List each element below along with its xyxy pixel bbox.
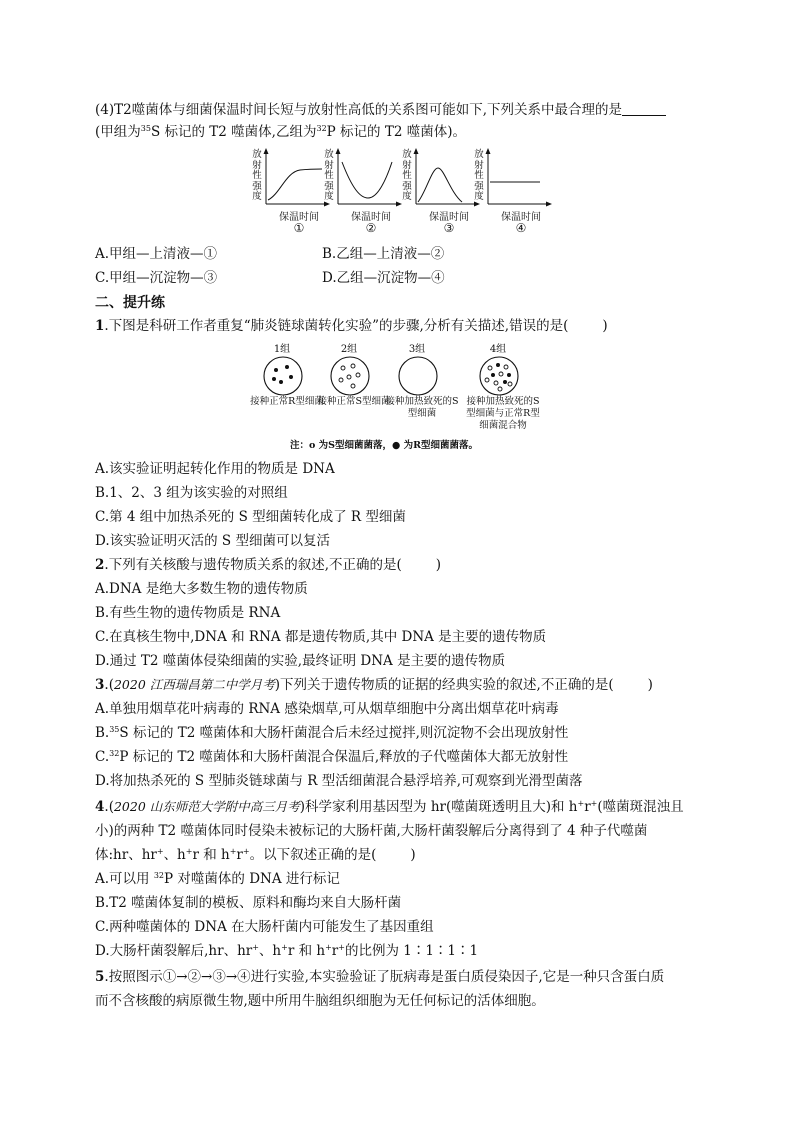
source-tag: 2020 山东师范大学附中高三月考 [113,799,300,814]
graph-ylabel: 放射性强度 [252,149,262,202]
graph-xlabel: 保温时间 [429,212,469,223]
q4-option-b[interactable]: B.乙组—上清液—② [322,246,445,262]
q1-option-b[interactable]: B.1、2、3 组为该实验的对照组 [95,485,288,501]
curve-u-shape [342,162,392,198]
dish-label: 2组 [340,344,358,355]
section-heading: 二、提升练 [95,295,165,311]
dish-caption: 接种正常S型细菌 [317,396,391,407]
graph-axes-3 [400,148,480,210]
q4b-option-a[interactable]: A.可以用 $^{32}$P 对噬菌体的 DNA 进行标记 [95,871,340,887]
graph-number: ③ [443,221,455,235]
dish-label: 4组 [489,344,507,355]
petri-dish-icon [478,355,520,397]
source-tag: 2020 江西瑞昌第二中学月考 [113,677,275,692]
answer-blank[interactable] [622,101,666,116]
q2-option-d[interactable]: D.通过 T2 噬菌体侵染细菌的实验,最终证明 DNA 是主要的遗传物质 [95,653,506,669]
q4b-option-c[interactable]: C.两种噬菌体的 DNA 在大肠杆菌内可能发生了基因重组 [95,919,434,935]
figure-note: 注：o 为S型细菌菌落，● 为R型细菌菌落。 [290,440,478,451]
graph-xlabel: 保温时间 [501,212,541,223]
q4-option-a[interactable]: A.甲组—上清液—① [95,246,218,262]
q3-option-b[interactable]: B.$^{35}$S 标记的 T2 噬菌体和大肠杆菌混合后未经过搅拌,则沉淀物不会出现放射性 [95,725,569,741]
graph-axes-2 [322,148,402,210]
graph-4 [472,148,552,236]
graph-1 [250,148,330,236]
q2-stem: 2.下列有关核酸与遗传物质关系的叙述,不正确的是( ) [95,557,442,573]
q4-stem-line2: (甲组为$^{35}$S 标记的 T2 噬菌体,乙组为$^{32}$P 标记的 T2 噬菌体)。 [95,124,466,140]
dish-group-4 [466,340,564,440]
dish-caption: 接种加热致死的S型细菌 [385,396,459,419]
q2-option-c[interactable]: C.在真核生物中,DNA 和 RNA 都是遗传物质,其中 DNA 是主要的遗传物质 [95,629,547,645]
q4b-option-d[interactable]: D.大肠杆菌裂解后,hr、hr+、h+r 和 h+r+的比例为 1∶1∶1∶1 [95,943,479,959]
petri-dish-icon [262,355,304,397]
q4-option-d[interactable]: D.乙组—沉淀物—④ [322,270,445,286]
petri-dish-icon [329,355,371,397]
graph-xlabel: 保温时间 [279,212,319,223]
q2-option-b[interactable]: B.有些生物的遗传物质是 RNA [95,605,281,621]
graph-axes-1 [250,148,330,210]
graph-2 [322,148,402,236]
graph-number: ④ [515,221,527,235]
curve-peak [418,168,462,202]
graph-axes-4 [472,148,552,210]
graph-3 [400,148,480,236]
curve-rise-plateau [268,169,322,200]
graph-ylabel: 放射性强度 [474,149,484,202]
graph-ylabel: 放射性强度 [402,149,412,202]
q3-option-c[interactable]: C.$^{32}$P 标记的 T2 噬菌体和大肠杆菌混合保温后,释放的子代噬菌体大都无放射性 [95,749,569,765]
q4b-stem-line1: 4.(2020 山东师范大学附中高三月考)科学家利用基因型为 hr(噬菌斑透明且大)和 h+r+(噬菌斑混浊且 [95,799,684,815]
q1-option-c[interactable]: C.第 4 组中加热杀死的 S 型细菌转化成了 R 型细菌 [95,509,406,525]
graph-number: ② [365,221,377,235]
q3-option-a[interactable]: A.单独用烟草花叶病毒的 RNA 感染烟草,可从烟草细胞中分离出烟草花叶病毒 [95,701,559,717]
q5-stem-line1: 5.按照图示①→②→③→④进行实验,本实验验证了朊病毒是蛋白质侵染因子,它是一种只含蛋白质 [95,969,665,985]
petri-dish-icon [397,355,439,397]
q3-stem: 3.(2020 江西瑞昌第二中学月考)下列关于遗传物质的证据的经典实验的叙述,不正确的是( ) [95,677,653,693]
q4b-stem-line2: 小)的两种 T2 噬菌体同时侵染未被标记的大肠杆菌,大肠杆菌裂解后分离得到了 4 种子代噬菌 [95,823,648,839]
graph-number: ① [293,221,305,235]
q1-stem: 1.下图是科研工作者重复“肺炎链球菌转化实验”的步骤,分析有关描述,错误的是( ) [95,318,608,334]
q4-option-c[interactable]: C.甲组—沉淀物—③ [95,270,218,286]
q4b-option-b[interactable]: B.T2 噬菌体复制的模板、原料和酶均来自大肠杆菌 [95,895,402,911]
q1-option-d[interactable]: D.该实验证明灭活的 S 型细菌可以复活 [95,533,330,549]
q2-option-a[interactable]: A.DNA 是绝大多数生物的遗传物质 [95,581,308,597]
graph-ylabel: 放射性强度 [324,149,334,202]
q1-option-a[interactable]: A.该实验证明起转化作用的物质是 DNA [95,461,335,477]
q3-option-d[interactable]: D.将加热杀死的 S 型肺炎链球菌与 R 型活细菌混合悬浮培养,可观察到光滑型菌落 [95,773,583,789]
dish-label: 1组 [273,344,291,355]
q5-stem-line2: 而不含核酸的病原微生物,题中所用牛脑组织细胞为无任何标记的活体细胞。 [95,993,545,1009]
dish-caption: 接种加热致死的S型细菌与正常R型细菌混合物 [466,396,540,431]
dish-label: 3组 [408,344,426,355]
graph-xlabel: 保温时间 [351,212,391,223]
q4b-stem-line3: 体:hr、hr+、h+r 和 h+r+。以下叙述正确的是( ) [95,847,416,863]
q4-stem-line1: (4)T2噬菌体与细菌保温时间长短与放射性高低的关系图可能如下,下列关系中最合理的是 [95,100,666,120]
dish-caption: 接种正常R型细菌 [250,396,324,407]
